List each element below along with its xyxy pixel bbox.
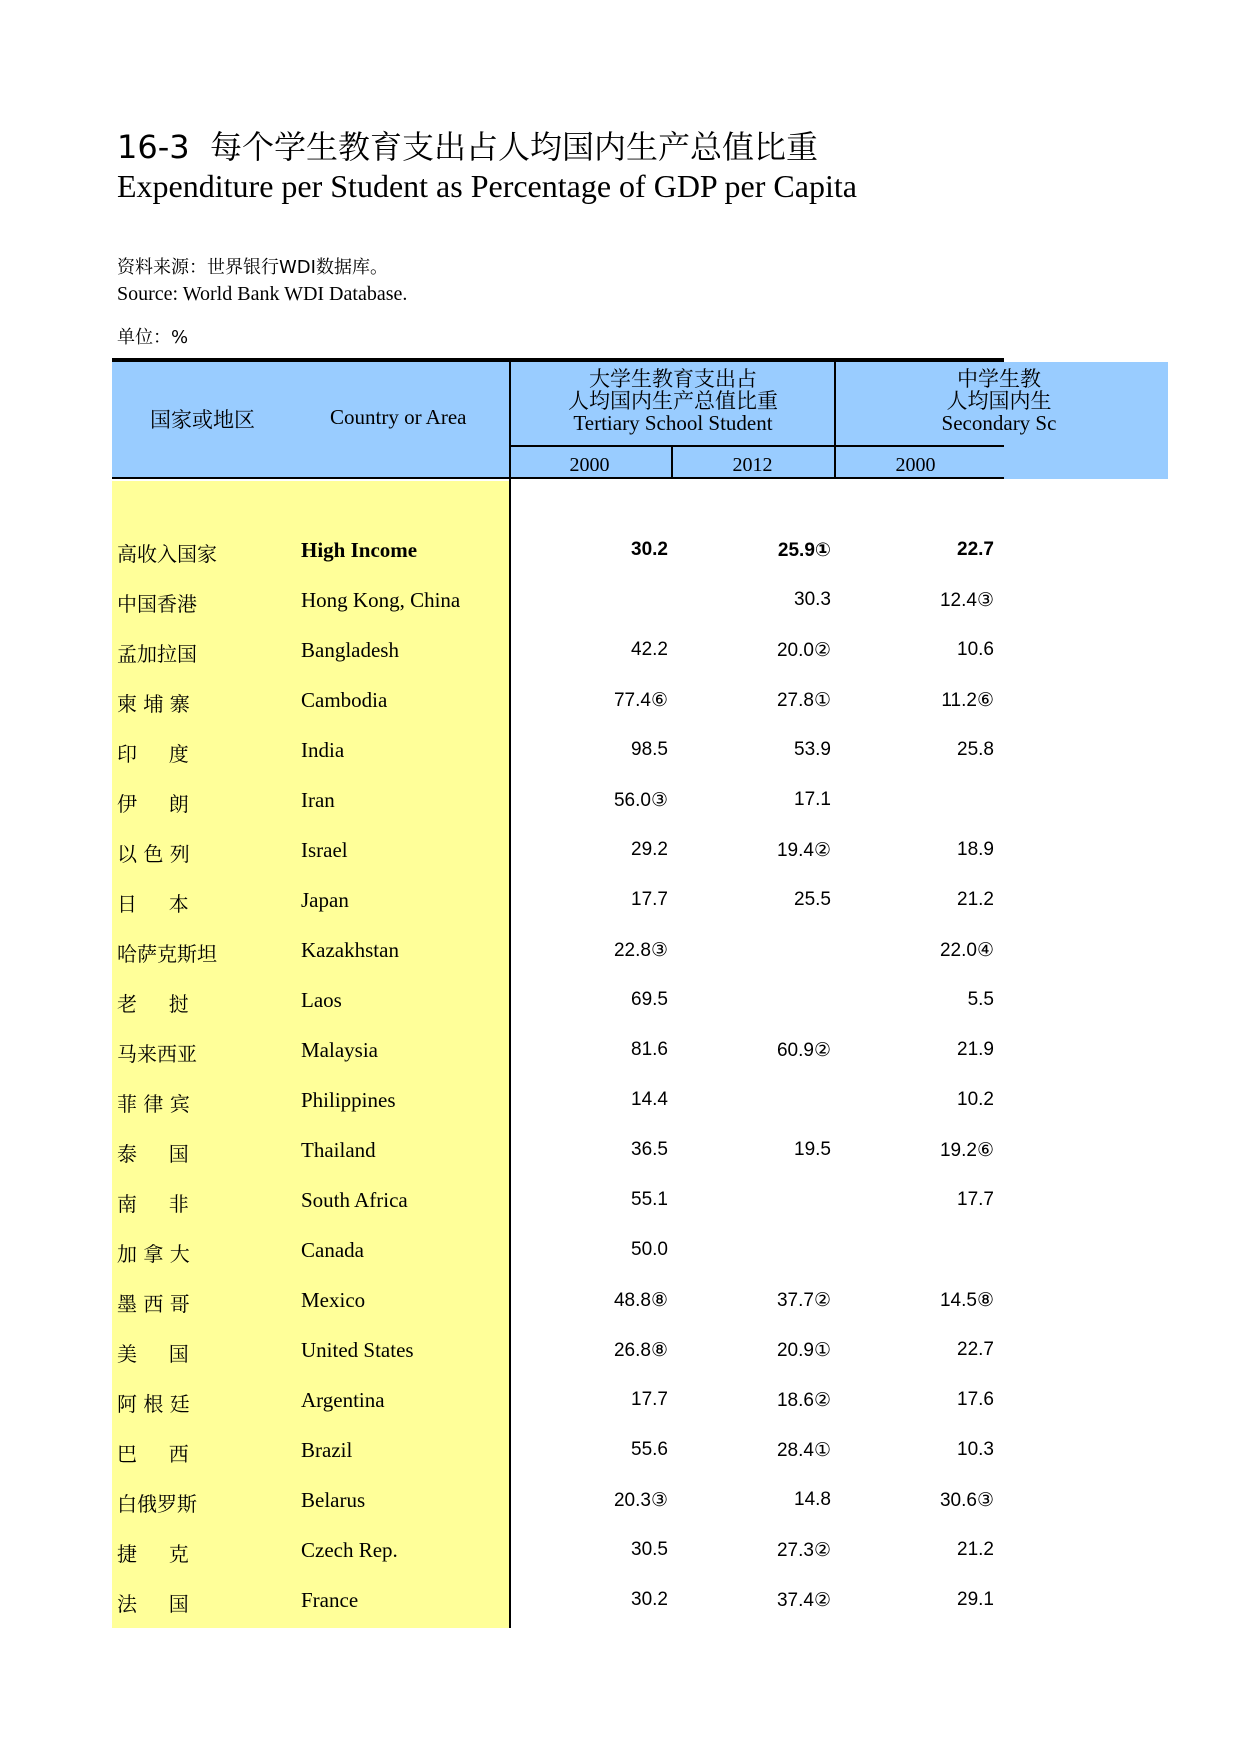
table-row (0, 1478, 1240, 1528)
tertiary-2012-value: 19.4② (776, 840, 831, 861)
tertiary-2000-value: 55.6 (631, 1439, 668, 1460)
tertiary-2012-value: 19.5 (794, 1139, 831, 1160)
table-row (0, 528, 1240, 578)
tertiary-2000-value: 36.5 (631, 1139, 668, 1160)
page-title-cn (117, 122, 818, 168)
country-name-cn: 法 国 (117, 1592, 189, 1616)
header-secondary-line2: 人均国内生 (946, 389, 1052, 413)
country-name-en: United States (301, 1338, 414, 1362)
tertiary-2000-value: 42.2 (631, 639, 668, 660)
header-year-tertiary-2000: 2000 (569, 454, 610, 476)
header-tertiary-line2: 人均国内生产总值比重 (568, 389, 778, 413)
country-name-en: Brazil (301, 1438, 353, 1462)
country-name-en: Philippines (301, 1088, 396, 1112)
header-secondary-group (836, 368, 1162, 434)
table-row (0, 1178, 1240, 1228)
secondary-2000-value: 21.9 (957, 1039, 994, 1060)
tertiary-2012-value: 18.6② (776, 1390, 831, 1411)
table-row (0, 1078, 1240, 1128)
tertiary-2000-value: 98.5 (631, 739, 668, 760)
tertiary-2012-value: 17.1 (794, 789, 831, 810)
country-name-en: Mexico (301, 1288, 366, 1312)
tertiary-2000-value: 30.2 (631, 539, 668, 560)
secondary-2000-value: 10.6 (957, 639, 994, 660)
tertiary-2000-value: 30.5 (631, 1539, 668, 1560)
country-name-cn: 阿 根 廷 (117, 1392, 190, 1416)
header-year-tertiary-2012: 2012 (732, 454, 773, 476)
tertiary-2012-value: 20.0② (776, 640, 831, 661)
country-name-en: South Africa (301, 1188, 408, 1212)
table-row (0, 928, 1240, 978)
table-row (0, 1228, 1240, 1278)
country-name-cn: 菲 律 宾 (117, 1092, 190, 1116)
secondary-2000-value: 22.7 (957, 539, 994, 560)
table-body (0, 528, 1240, 1628)
secondary-2000-value: 18.9 (957, 839, 994, 860)
country-name-cn: 南 非 (117, 1192, 189, 1216)
table-row (0, 1378, 1240, 1428)
table-row (0, 1528, 1240, 1578)
table-row (0, 578, 1240, 628)
table-row (0, 1328, 1240, 1378)
tertiary-2000-value: 69.5 (631, 989, 668, 1010)
secondary-2000-value: 30.6③ (939, 1490, 994, 1511)
country-name-en: Iran (301, 788, 335, 812)
unit-label: 单位：% (117, 327, 189, 348)
secondary-2000-value: 17.7 (957, 1189, 994, 1210)
country-name-cn: 柬 埔 寨 (117, 692, 190, 716)
tertiary-2000-value: 20.3③ (613, 1490, 668, 1511)
secondary-2000-value: 11.2⑥ (941, 690, 994, 711)
tertiary-2012-value: 37.4② (776, 1590, 831, 1611)
tertiary-2012-value: 14.8 (794, 1489, 831, 1510)
table-row (0, 1578, 1240, 1628)
tertiary-2000-value: 17.7 (631, 1389, 668, 1410)
country-name-cn: 中国香港 (117, 592, 197, 616)
country-name-en: Thailand (301, 1138, 376, 1162)
country-name-cn: 伊 朗 (117, 792, 189, 816)
header-tertiary-line1: 大学生教育支出占 (589, 367, 757, 391)
table-row (0, 878, 1240, 928)
header-country-cn: 国家或地区 (150, 408, 255, 432)
country-name-en: Laos (301, 988, 342, 1012)
tertiary-2012-value: 25.5 (794, 889, 831, 910)
tertiary-2012-value: 20.9① (776, 1340, 831, 1361)
country-name-en: France (301, 1588, 359, 1612)
country-name-cn: 印 度 (117, 742, 189, 766)
table-row (0, 778, 1240, 828)
country-name-cn: 孟加拉国 (117, 642, 197, 666)
tertiary-2000-value: 26.8⑧ (613, 1340, 668, 1361)
tertiary-2000-value: 55.1 (631, 1189, 668, 1210)
table-row (0, 628, 1240, 678)
table-number: 16-3 (117, 128, 190, 166)
secondary-2000-value: 22.0④ (939, 940, 994, 961)
table-row (0, 728, 1240, 778)
secondary-2000-value: 21.2 (957, 1539, 994, 1560)
table-row (0, 1428, 1240, 1478)
country-name-en: High Income (301, 538, 418, 562)
table-row (0, 1128, 1240, 1178)
secondary-2000-value: 10.2 (957, 1089, 994, 1110)
table-row (0, 1028, 1240, 1078)
tertiary-2012-value: 37.7② (776, 1290, 831, 1311)
secondary-2000-value: 21.2 (957, 889, 994, 910)
secondary-2000-value: 25.8 (957, 739, 994, 760)
tertiary-2012-value: 53.9 (794, 739, 831, 760)
country-name-cn: 美 国 (117, 1342, 189, 1366)
tertiary-2000-value: 22.8③ (613, 940, 668, 961)
country-name-en: Cambodia (301, 688, 388, 712)
secondary-2000-value: 19.2⑥ (939, 1140, 994, 1161)
tertiary-2000-value: 81.6 (631, 1039, 668, 1060)
table-row (0, 978, 1240, 1028)
header-year-rule (510, 445, 1004, 447)
country-name-en: Czech Rep. (301, 1538, 398, 1562)
tertiary-2012-value: 28.4① (776, 1440, 831, 1461)
country-name-en: Belarus (301, 1488, 366, 1512)
country-name-en: Argentina (301, 1388, 385, 1412)
tertiary-2012-value: 60.9② (776, 1040, 831, 1061)
tertiary-2000-value: 30.2 (631, 1589, 668, 1610)
header-bottom-rule (112, 477, 1004, 479)
secondary-2000-value: 22.7 (957, 1339, 994, 1360)
source-note-cn: 资料来源：世界银行WDI数据库。 (117, 257, 388, 278)
tertiary-2012-value: 27.3② (776, 1540, 831, 1561)
country-name-cn: 泰 国 (117, 1142, 189, 1166)
secondary-2000-value: 29.1 (957, 1589, 994, 1610)
tertiary-2012-value: 25.9① (777, 540, 831, 561)
tertiary-2000-value: 14.4 (631, 1089, 668, 1110)
secondary-2000-value: 5.5 (967, 989, 994, 1010)
tertiary-2012-value: 27.8① (776, 690, 831, 711)
tertiary-2000-value: 48.8⑧ (613, 1290, 668, 1311)
country-name-cn: 哈萨克斯坦 (117, 942, 217, 966)
table-row (0, 828, 1240, 878)
country-name-cn: 白俄罗斯 (117, 1492, 197, 1516)
country-name-cn: 马来西亚 (117, 1042, 197, 1066)
header-country-en: Country or Area (330, 405, 467, 429)
secondary-2000-value: 14.5⑧ (939, 1290, 994, 1311)
tertiary-2000-value: 50.0 (631, 1239, 668, 1260)
country-name-en: Kazakhstan (301, 938, 399, 962)
header-tertiary-group (510, 368, 836, 434)
country-name-en: Hong Kong, China (301, 588, 461, 612)
country-name-cn: 日 本 (117, 892, 189, 916)
header-secondary-line1: 中学生教 (957, 367, 1041, 391)
country-name-cn: 高收入国家 (117, 542, 217, 566)
country-name-en: India (301, 738, 345, 762)
country-name-cn: 巴 西 (117, 1442, 189, 1466)
country-name-cn: 加 拿 大 (117, 1242, 190, 1266)
country-name-en: Bangladesh (301, 638, 399, 662)
table-row (0, 1278, 1240, 1328)
country-name-cn: 墨 西 哥 (117, 1292, 190, 1316)
secondary-2000-value: 17.6 (957, 1389, 994, 1410)
header-tertiary-line3: Tertiary School Student (573, 411, 773, 435)
header-secondary-line3: Secondary Sc (941, 411, 1057, 435)
tertiary-2012-value: 30.3 (794, 589, 831, 610)
country-name-cn: 以 色 列 (117, 842, 190, 866)
source-note-en: Source: World Bank WDI Database. (117, 283, 408, 305)
table-row (0, 678, 1240, 728)
country-name-cn: 捷 克 (117, 1542, 189, 1566)
tertiary-2000-value: 29.2 (631, 839, 668, 860)
country-name-en: Japan (301, 888, 349, 912)
country-name-en: Israel (301, 838, 348, 862)
country-name-cn: 老 挝 (117, 992, 189, 1016)
secondary-2000-value: 10.3 (957, 1439, 994, 1460)
country-name-en: Malaysia (301, 1038, 378, 1062)
secondary-2000-value: 12.4③ (939, 590, 994, 611)
title-cn-text: 每个学生教育支出占人均国内生产总值比重 (209, 128, 818, 166)
tertiary-2000-value: 17.7 (631, 889, 668, 910)
country-name-en: Canada (301, 1238, 364, 1262)
header-year-secondary-2000: 2000 (895, 454, 936, 476)
page-title-en: Expenditure per Student as Percentage of GDP per Capita (117, 168, 857, 204)
tertiary-2000-value: 77.4⑥ (613, 690, 668, 711)
tertiary-2000-value: 56.0③ (613, 790, 668, 811)
